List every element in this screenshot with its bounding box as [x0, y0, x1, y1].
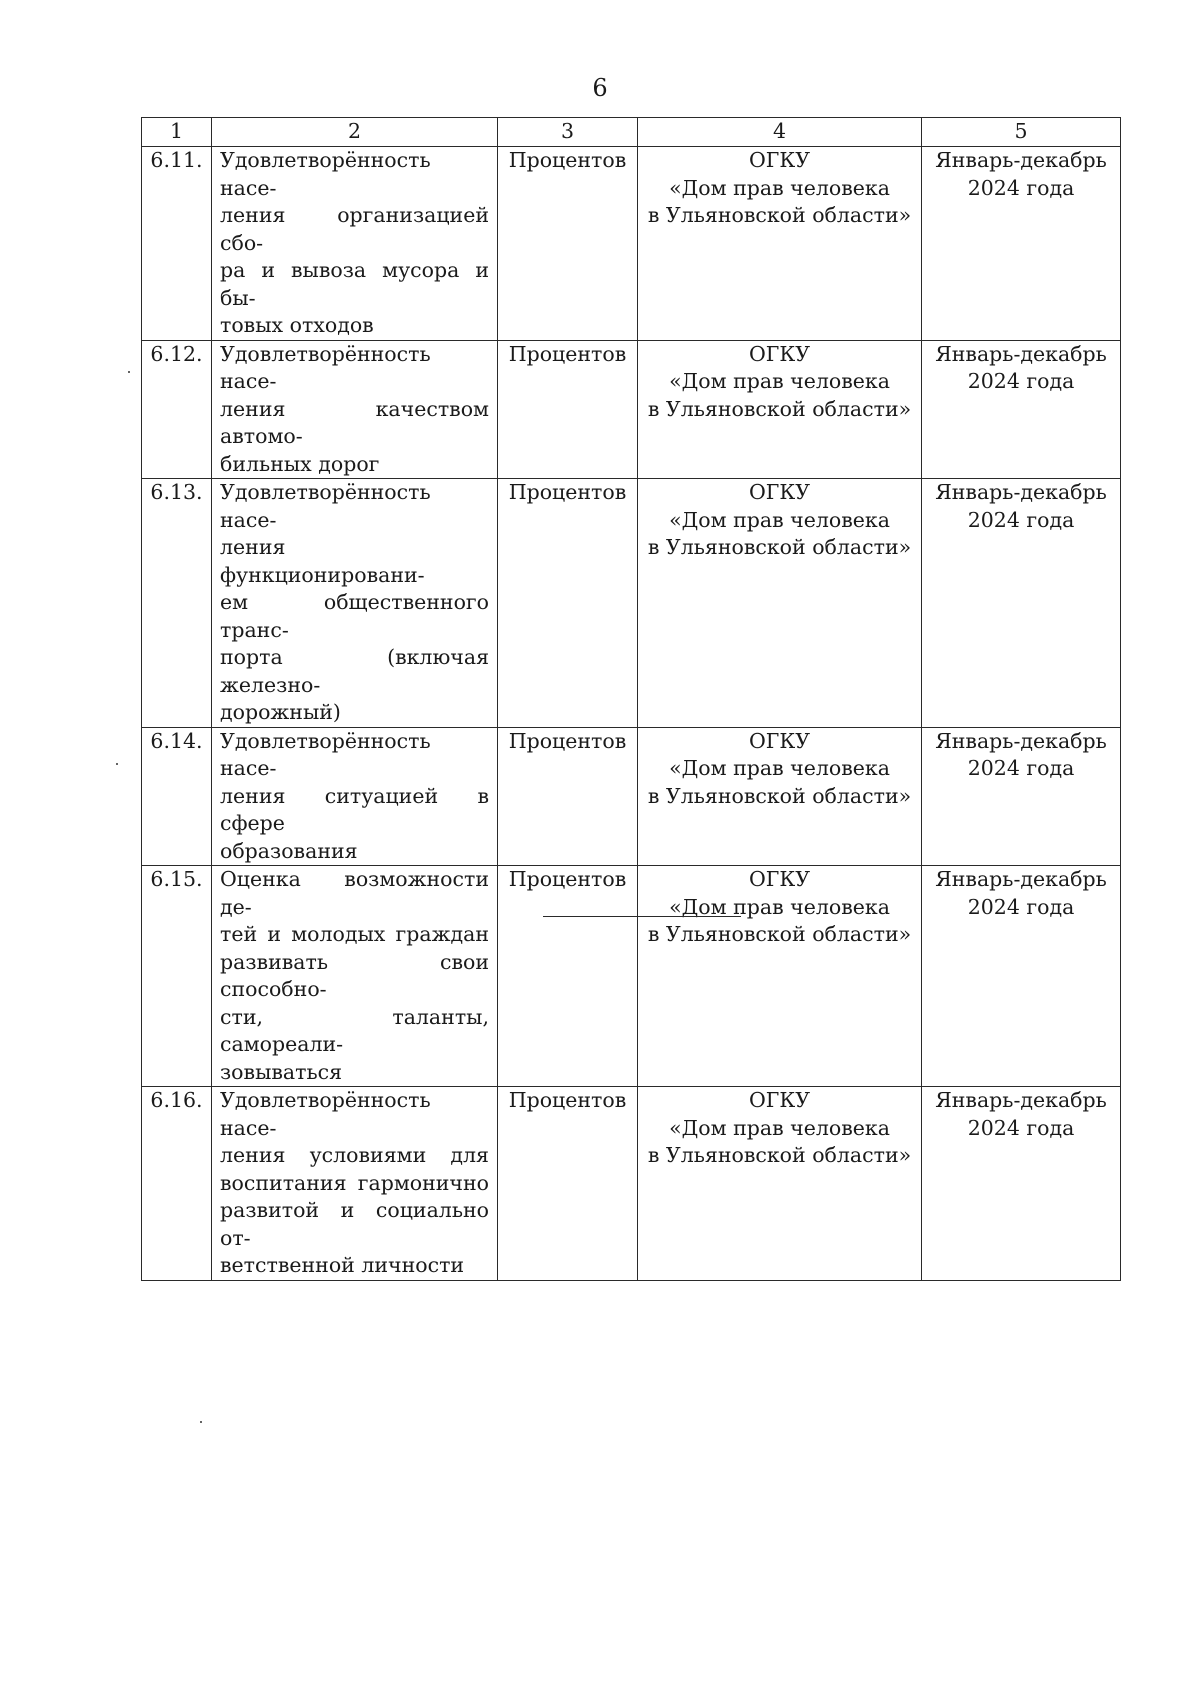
description-line: ра и вывоза мусора и бы- — [220, 258, 489, 310]
period-line: Январь-декабрь — [935, 480, 1107, 504]
organization-line: «Дом прав человека — [669, 175, 890, 200]
scan-speck — [200, 1421, 202, 1423]
table-header-row — [142, 118, 1121, 147]
row-number-cell: 6.15. — [142, 866, 212, 1087]
table-row — [142, 147, 1121, 341]
responsible-organization-cell — [638, 866, 922, 1087]
unit-cell: Процентов — [498, 340, 638, 479]
period-line: Январь-декабрь — [935, 728, 1107, 753]
unit-cell: Процентов — [498, 479, 638, 728]
table-row — [142, 866, 1121, 1087]
period-cell — [922, 866, 1121, 1087]
description-line: тей и молодых граждан — [220, 922, 489, 946]
table-row — [142, 479, 1121, 728]
column-header-3: 3 — [498, 118, 638, 147]
indicator-description-cell — [212, 866, 498, 1087]
period-cell — [922, 147, 1121, 341]
period-line: 2024 года — [967, 369, 1075, 393]
period-line: Январь-декабрь — [935, 1088, 1107, 1112]
organization-line: ОГКУ — [748, 867, 811, 891]
period-cell — [922, 479, 1121, 728]
organization-line: «Дом прав человека — [669, 369, 890, 393]
organization-line: в Ульяновской области» — [647, 922, 912, 946]
organization-line: ОГКУ — [748, 1088, 811, 1112]
description-line: Удовлетворённость насе- — [220, 728, 431, 780]
unit-cell: Процентов — [498, 147, 638, 341]
period-cell — [922, 340, 1121, 479]
period-line: Январь-декабрь — [935, 867, 1107, 891]
organization-line: «Дом прав человека — [669, 1115, 890, 1140]
period-line: 2024 года — [967, 894, 1075, 919]
period-line: 2024 года — [967, 507, 1075, 532]
description-line: Удовлетворённость насе- — [220, 1088, 431, 1140]
responsible-organization-cell — [638, 1087, 922, 1281]
indicator-description-cell — [212, 340, 498, 479]
indicator-description-cell — [212, 147, 498, 341]
column-header-2: 2 — [212, 118, 498, 147]
period-line: 2024 года — [967, 175, 1075, 200]
period-cell — [922, 1087, 1121, 1281]
indicators-table — [141, 117, 1121, 1281]
organization-line: ОГКУ — [748, 148, 811, 172]
description-line: образования — [220, 838, 358, 863]
page-number: 6 — [592, 74, 608, 102]
description-line: зовываться — [220, 1059, 343, 1084]
responsible-organization-cell — [638, 479, 922, 728]
responsible-organization-cell — [638, 727, 922, 866]
indicator-description-cell — [212, 1087, 498, 1281]
description-line: Удовлетворённость насе- — [220, 480, 431, 532]
organization-line: «Дом прав человека — [669, 756, 890, 780]
description-line: сти, таланты, самореали- — [220, 1004, 489, 1056]
closing-separator-line — [543, 916, 741, 917]
column-header-5: 5 — [922, 118, 1121, 147]
scan-speck — [128, 371, 130, 373]
description-line: Удовлетворённость насе- — [220, 148, 431, 200]
period-cell — [922, 727, 1121, 866]
description-line: ветственной личности — [220, 1253, 465, 1277]
description-line: развитой и социально от- — [220, 1198, 489, 1250]
organization-line: в Ульяновской области» — [647, 396, 912, 421]
organization-line: ОГКУ — [748, 341, 811, 366]
row-number-cell: 6.16. — [142, 1087, 212, 1281]
period-line: Январь-декабрь — [935, 341, 1107, 366]
description-line: ем общественного транс- — [220, 590, 489, 642]
unit-cell: Процентов — [498, 1087, 638, 1281]
description-line: порта (включая железно- — [220, 645, 489, 697]
organization-line: в Ульяновской области» — [647, 203, 912, 227]
responsible-organization-cell — [638, 147, 922, 341]
column-header-1: 1 — [142, 118, 212, 147]
unit-cell: Процентов — [498, 727, 638, 866]
row-number-cell: 6.11. — [142, 147, 212, 341]
organization-line: ОГКУ — [748, 480, 811, 504]
description-line: Оценка возможности де- — [220, 867, 489, 919]
scan-speck — [116, 763, 118, 765]
organization-line: «Дом прав человека — [669, 894, 890, 919]
unit-cell: Процентов — [498, 866, 638, 1087]
indicator-description-cell — [212, 479, 498, 728]
indicator-description-cell — [212, 727, 498, 866]
description-line: ления условиями для — [220, 1143, 489, 1167]
description-line: Удовлетворённость насе- — [220, 341, 431, 393]
responsible-organization-cell — [638, 340, 922, 479]
row-number-cell: 6.12. — [142, 340, 212, 479]
organization-line: «Дом прав человека — [669, 507, 890, 532]
description-line: ления организацией сбо- — [220, 203, 489, 255]
table-row — [142, 727, 1121, 866]
description-line: воспитания гармонично — [220, 1170, 489, 1195]
row-number-cell: 6.14. — [142, 727, 212, 866]
table-row — [142, 340, 1121, 479]
organization-line: в Ульяновской области» — [647, 1143, 912, 1167]
row-number-cell: 6.13. — [142, 479, 212, 728]
period-line: 2024 года — [967, 1115, 1075, 1140]
organization-line: ОГКУ — [748, 728, 811, 753]
description-line: развивать свои способно- — [220, 949, 489, 1001]
description-line: ления ситуацией в сфере — [220, 783, 489, 835]
description-line: ления качеством автомо- — [220, 396, 489, 448]
description-line: бильных дорог — [220, 451, 380, 476]
column-header-4: 4 — [638, 118, 922, 147]
description-line: товых отходов — [220, 313, 374, 337]
period-line: 2024 года — [967, 756, 1075, 780]
period-line: Январь-декабрь — [935, 148, 1107, 172]
organization-line: в Ульяновской области» — [647, 535, 912, 559]
description-line: ления функционировани- — [220, 535, 425, 587]
description-line: дорожный) — [220, 700, 341, 724]
organization-line: в Ульяновской области» — [647, 783, 912, 808]
table-row — [142, 1087, 1121, 1281]
